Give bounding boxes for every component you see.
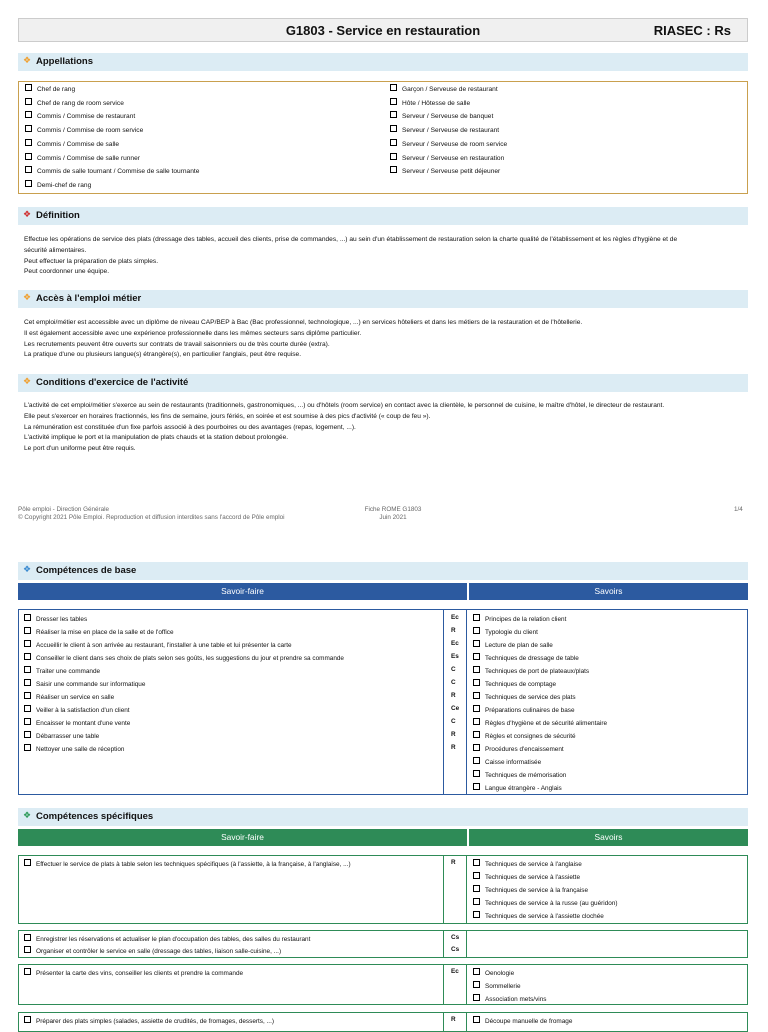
spec-group-2 [18,930,748,958]
title-bar [18,18,748,42]
checkbox-icon [390,98,397,105]
savoir-faire-item: Traiter une commande [24,666,100,675]
checkbox-icon [473,859,480,866]
riasec-code-cell: Es [451,653,459,660]
appellation-item: Chef de rang [25,84,75,93]
checkbox-icon [473,692,480,699]
checkbox-icon [24,653,31,660]
section-title: Compétences de base [36,565,137,576]
savoir-item: Langue étrangère - Anglais [473,783,562,792]
checkbox-icon [473,885,480,892]
savoir-faire-item: Saisir une commande sur informatique [24,679,145,688]
checkbox-icon [473,872,480,879]
appellation-item: Commis / Commise de salle [25,139,119,148]
section-definition [18,207,748,225]
conditions-text: L'activité de cet emploi/métier s'exerce au sein de restaurants (traditionnels, gastronomiques, ...) ou d'hôtels (room service) en contact avec la clientèle, le personnel de cuisine, le maître d'hôtel, le directeur de restaurant. Elle peut s'exercer en horaires fractionnés, les fins de semaine, jours fériés, en soirée et est soumise à des pics d'activité (« coup de feu »). La rémunération est constituée d'un fixe parfois associé à des pourboires ou des avantages (repas, logement, ...). L'activité implique le port et la manipulation de plats chauds et la station debout prolongée. Le port d'un uniforme peut être requis. [24,402,665,453]
spec-header-savoirs: Savoirs [469,829,748,846]
checkbox-icon [473,666,480,673]
spec-header-savoir-faire: Savoir-faire [18,829,467,846]
savoir-item: Découpe manuelle de fromage [473,1016,572,1025]
checkbox-icon [473,981,480,988]
savoir-faire-item: Organiser et contrôler le service en salle (dressage des tables, liaison salle-cuisine, ...) [24,946,281,955]
riasec-code-cell: Ec [451,614,459,621]
appellation-item: Serveur / Serveuse petit déjeuner [390,166,500,175]
section-title: Conditions d'exercice de l'activité [36,377,189,388]
base-table [18,609,748,795]
checkbox-icon [24,679,31,686]
appellations-box [18,81,748,194]
savoir-faire-item: Réaliser un service en salle [24,692,114,701]
section-competences-specifiques [18,808,748,826]
page-title: G1803 - Service en restauration [285,23,481,38]
checkbox-icon [24,1016,31,1023]
spec-group-1 [18,855,748,924]
checkbox-icon [473,679,480,686]
checkbox-icon [473,968,480,975]
savoir-faire-item: Dresser les tables [24,614,87,623]
savoir-faire-item: Accueillir le client à son arrivée au restaurant, l'installer à une table et lui présenter la carte [24,640,292,649]
riasec-code-cell: C [451,679,456,686]
diamond-icon: ❖ [23,564,32,574]
riasec-code-cell: R [451,731,456,738]
riasec-code-cell: R [451,692,456,699]
checkbox-icon [24,946,31,953]
riasec-code-cell: Ce [451,705,460,712]
appellation-item: Garçon / Serveuse de restaurant [390,84,498,93]
checkbox-icon [25,98,32,105]
base-header-savoir-faire: Savoir-faire [18,583,467,600]
checkbox-icon [473,627,480,634]
checkbox-icon [473,770,480,777]
checkbox-icon [24,627,31,634]
checkbox-icon [473,898,480,905]
spec-group-4 [18,1012,748,1032]
definition-text: Effectue les opérations de service des plats (dressage des tables, accueil des clients, prise de commandes, ...) au sein d'un établissement de restauration selon la charte qualité de l'établissement et les règles d'hygiène et de sécurité alimentaires. Peut effectuer la préparation de plats simples. Peut coordonner une équipe. [24,236,678,276]
savoir-item: Techniques de comptage [473,679,556,688]
savoir-faire-item: Effectuer le service de plats à table selon les techniques spécifiques (à l'assiette, à la française, à l'anglaise, ...) [24,859,351,868]
checkbox-icon [473,757,480,764]
checkbox-icon [390,84,397,91]
savoir-item: Techniques de mémorisation [473,770,566,779]
savoir-item: Règles et consignes de sécurité [473,731,576,740]
checkbox-icon [24,718,31,725]
section-acces [18,290,748,308]
riasec-code-cell: R [451,627,456,634]
riasec-code-cell: Ec [451,640,459,647]
checkbox-icon [390,166,397,173]
checkbox-icon [24,666,31,673]
savoir-faire-item: Débarrasser une table [24,731,99,740]
acces-text: Cet emploi/métier est accessible avec un diplôme de niveau CAP/BEP à Bac (Bac professionnel, technologique, ...) en services hôteliers et dans les métiers de la restauration et de l'hôtellerie. Il est également accessible avec une expérience professionnelle dans les mêmes secteurs sans diplôme particulier. Les recrutements peuvent être ouverts sur contrats de travail saisonniers ou de très courte durée (extra). La pratique d'une ou plusieurs langue(s) étrangère(s), en particulier l'anglais, peut être requise. [24,319,583,359]
footer-left: Pôle emploi - Direction Générale © Copyright 2021 Pôle Emploi. Reproduction et diffusion interdites sans l'accord de Pôle emploi [18,506,285,521]
savoir-item: Typologie du client [473,627,538,636]
checkbox-icon [390,111,397,118]
checkbox-icon [25,180,32,187]
riasec-code-cell: R [451,859,456,866]
checkbox-icon [25,166,32,173]
checkbox-icon [473,911,480,918]
appellation-item: Serveur / Serveuse en restauration [390,153,504,162]
checkbox-icon [390,153,397,160]
savoir-item: Sommellerie [473,981,521,990]
checkbox-icon [473,744,480,751]
riasec-code-cell: Cs [451,934,460,941]
riasec-code-cell: R [451,744,456,751]
checkbox-icon [24,731,31,738]
savoir-faire-item: Veiller à la satisfaction d'un client [24,705,130,714]
riasec-code-cell: Cs [451,946,460,953]
appellation-item: Demi-chef de rang [25,180,91,189]
checkbox-icon [24,640,31,647]
savoir-item: Lecture de plan de salle [473,640,553,649]
checkbox-icon [473,783,480,790]
checkbox-icon [24,968,31,975]
section-appellations [18,53,748,71]
savoir-item: Règles d'hygiène et de sécurité alimentaire [473,718,607,727]
savoir-item: Techniques de dressage de table [473,653,579,662]
checkbox-icon [473,718,480,725]
savoir-item: Techniques de service des plats [473,692,576,701]
section-competences-base [18,562,748,580]
checkbox-icon [473,614,480,621]
savoir-item: Techniques de service à l'assiette [473,872,580,881]
savoir-faire-item: Encaisser le montant d'une vente [24,718,130,727]
savoir-item: Techniques de service à la française [473,885,588,894]
section-title: Appellations [36,56,94,67]
checkbox-icon [473,653,480,660]
appellation-item: Commis / Commise de salle runner [25,153,140,162]
savoir-faire-item: Réaliser la mise en place de la salle et de l'office [24,627,174,636]
checkbox-icon [24,934,31,941]
footer-center: Fiche ROME G1803 Juin 2021 [364,506,422,521]
checkbox-icon [473,1016,480,1023]
diamond-icon: ❖ [23,209,32,219]
savoir-item: Techniques de service à l'assiette clochée [473,911,604,920]
checkbox-icon [24,614,31,621]
appellation-item: Commis de salle tournant / Commise de salle tournante [25,166,199,175]
savoir-faire-item: Préparer des plats simples (salades, assiette de crudités, de fromages, desserts, ...) [24,1016,274,1025]
appellation-item: Commis / Commise de restaurant [25,111,135,120]
savoir-item: Principes de la relation client [473,614,566,623]
appellation-item: Hôte / Hôtesse de salle [390,98,470,107]
section-conditions [18,374,748,392]
savoir-faire-item: Présenter la carte des vins, conseiller les clients et prendre la commande [24,968,243,977]
riasec-code-cell: Ec [451,968,459,975]
section-title: Compétences spécifiques [36,811,154,822]
checkbox-icon [24,859,31,866]
appellation-item: Serveur / Serveuse de room service [390,139,507,148]
riasec-code-cell: R [451,1016,456,1023]
checkbox-icon [24,744,31,751]
checkbox-icon [24,692,31,699]
checkbox-icon [25,139,32,146]
riasec-code-cell: C [451,666,456,673]
savoir-item: Caisse informatisée [473,757,541,766]
diamond-icon: ❖ [23,55,32,65]
checkbox-icon [25,84,32,91]
checkbox-icon [25,111,32,118]
checkbox-icon [25,125,32,132]
section-title: Accès à l'emploi métier [36,293,142,304]
spec-group-3 [18,964,748,1005]
checkbox-icon [473,731,480,738]
diamond-icon: ❖ [23,376,32,386]
diamond-icon: ❖ [23,810,32,820]
base-header-savoirs: Savoirs [469,583,748,600]
checkbox-icon [473,640,480,647]
appellation-item: Commis / Commise de room service [25,125,143,134]
appellation-item: Chef de rang de room service [25,98,124,107]
savoir-faire-item: Conseiller le client dans ses choix de plats selon ses goûts, les suggestions du jour et prendre sa commande [24,653,344,662]
savoir-item: Oenologie [473,968,514,977]
appellation-item: Serveur / Serveuse de banquet [390,111,493,120]
checkbox-icon [473,705,480,712]
section-title: Définition [36,210,80,221]
riasec-code-cell: C [451,718,456,725]
appellation-item: Serveur / Serveuse de restaurant [390,125,499,134]
savoir-item: Association mets/vins [473,994,546,1003]
savoir-item: Préparations culinaires de base [473,705,575,714]
checkbox-icon [390,125,397,132]
diamond-icon: ❖ [23,292,32,302]
savoir-item: Procédures d'encaissement [473,744,564,753]
savoir-item: Techniques de service à la russe (au guéridon) [473,898,618,907]
savoir-faire-item: Nettoyer une salle de réception [24,744,124,753]
checkbox-icon [24,705,31,712]
savoir-item: Techniques de port de plateaux/plats [473,666,589,675]
checkbox-icon [390,139,397,146]
savoir-faire-item: Enregistrer les réservations et actualiser le plan d'occupation des tables, des salles du restaurant [24,934,310,943]
checkbox-icon [473,994,480,1001]
riasec-code: RIASEC : Rs [653,23,731,38]
savoir-item: Techniques de service à l'anglaise [473,859,582,868]
page-number: 1/4 [734,506,743,513]
checkbox-icon [25,153,32,160]
